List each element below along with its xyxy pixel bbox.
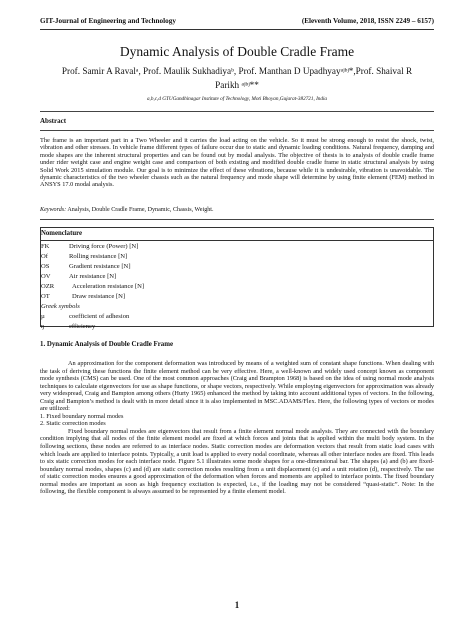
- nomenclature-rule: [41, 240, 433, 241]
- journal-name: GIT-Journal of Engineering and Technology: [40, 17, 176, 25]
- list-item: 1. Fixed boundary normal modes: [40, 412, 124, 420]
- running-header: [40, 17, 434, 30]
- section-heading: 1. Dynamic Analysis of Double Cradle Frame: [40, 341, 174, 348]
- nomenclature-heading: Nomenclature: [41, 230, 83, 237]
- abstract-heading: Abstract: [40, 117, 67, 125]
- author-line-1: Prof. Samir A Ravalᵃ, Prof. Maulik Sukhadiyaᵇ, Prof. Manthan D Upadhyayᵃʲᵇʲ*,Prof. Shaival R: [61, 66, 413, 76]
- page-number: 1: [234, 600, 240, 610]
- paragraph: Fixed boundary normal modes are eigenvectors that result from a finite element normal mode analysis. They are connected with the boundary condition implying that all nodes of the finite element model are fixed at which forces and joints that is applied within the multi body system. In the following sections, these nodes are referred to as interface nodes. Static correction modes are deformation vectors that result from static load cases with which loads are applied to interface points. Typically, a unit load is applied to every nodal coordinate, whereas all other interface nodes are fixed. This leads to six static correction modes for each interface node. Figure 5.1 illustrates some mode shapes for a one-dimensional bar. The shapes (a) and (b) are fixed-boundary normal modes, shapes (c) and (d) are static correction modes resulting from a unit displacement (c) and a unit rotation (d), respectively. The use of static correction modes ensures a good approximation of the deformation when forces and moments are applied to interface points. The fixed boundary normal modes are important as soon as high frequency excitation is expected, i.e., if the loading may not be considered “quasi-static”. Note: In the following, the flexible component is always assumed to be represented by a finite element model.: [40, 427, 434, 496]
- list-item: 2. Static correction modes: [40, 420, 106, 428]
- nom-description: Gradient resistance [N]: [69, 263, 131, 270]
- paper-title: Dynamic Analysis of Double Cradle Frame: [119, 44, 355, 59]
- nom-symbol: Of: [41, 253, 48, 260]
- nom-symbol: FK: [41, 243, 50, 250]
- nom-symbol: OS: [41, 263, 50, 270]
- divider: [40, 219, 434, 220]
- author-list: [38, 64, 436, 92]
- abstract-text: The frame is an important part in a Two Wheeler and it carries the load acting on the vehicle. So it must be strong enough to resist the shock, twist, vibration and other stresses. In vehicle frame different types of failure occur due to static and dynamic loading conditions. Natural frequency, damping and mode shapes are the inherent structural properties and can be found out by modal analysis. The objective of thesis is to analysis of double cradle frame under rider weight case and engine weight case and comparison of both existing and modified double cradle frame in static structural analysis by using Solid Work 2015 simulation module. Our goal is to minimize the effect of these vibrations, because while it is undesirable, vibration is unavoidable. The dynamic characteristics of the two wheeler chassis such as the natural frequency and mode shape will determine by using finite element (FEM) method in ANSYS 17.0 modal analysis.: [40, 137, 434, 189]
- author-line-2: Parikh ᵃʲᵇʲ**: [215, 80, 259, 90]
- divider: [40, 130, 434, 131]
- nom-symbol: µ: [41, 313, 45, 320]
- keywords-label: Keywords:: [40, 207, 67, 213]
- section-body: [40, 360, 434, 496]
- keywords-text: Analysis, Double Cradle Frame, Dynamic, Chassis, Weight.: [66, 207, 214, 213]
- nom-description: coefficient of adhesion: [69, 313, 130, 320]
- nom-symbol: OV: [41, 273, 51, 280]
- divider: [40, 111, 434, 112]
- nom-description: Driving force (Power) [N]: [69, 243, 139, 250]
- affiliation: a,b,c,d GTUGandhinagar Institute of Technology, Moti Bhoyan,Gujarat-382721, India: [146, 96, 328, 102]
- nom-symbol: ŋ: [41, 323, 45, 330]
- nomenclature-box: [40, 227, 434, 330]
- keywords: [40, 207, 214, 213]
- nom-symbol: OZR: [41, 283, 55, 290]
- nom-description: Air resistance [N]: [69, 273, 117, 280]
- paragraph: An approximation for the component deformation was introduced by means of a weighted sum of constant shape functions. When dealing with the task of deriving these functions the finite element method can be very effective. Here, a well-known and widely used concept known as component mode synthesis (CMS) can be used. One of the most common approaches (Craig and Brampton 1968) is based on the idea of using normal mode analysis techniques to calculate eigenvectors for use as shape functions, or shape vectors, respectively. While employing eigenvectors for approximation was already very widespread, Craig and Bampton among others (Hurty 1965) enhanced the method by taking into account additional types of vectors. In the following, Craig and Bampton’s method is dealt with in more detail since it is also implemented in MSC.ADAMS/Flex. Here, the following types of vectors or modes are utilized:: [40, 360, 434, 413]
- nom-description: Rolling resistance [N]: [69, 253, 128, 260]
- nom-description: Acceleration resistance [N]: [72, 283, 145, 290]
- nom-description: efficiency: [69, 323, 96, 330]
- nom-symbol: OT: [41, 293, 50, 300]
- volume-info: (Eleventh Volume, 2018, ISSN 2249 – 6157): [301, 17, 434, 25]
- greek-symbols-heading: Greek symbols: [41, 303, 80, 310]
- nom-description: Draw resistance [N]: [72, 293, 126, 300]
